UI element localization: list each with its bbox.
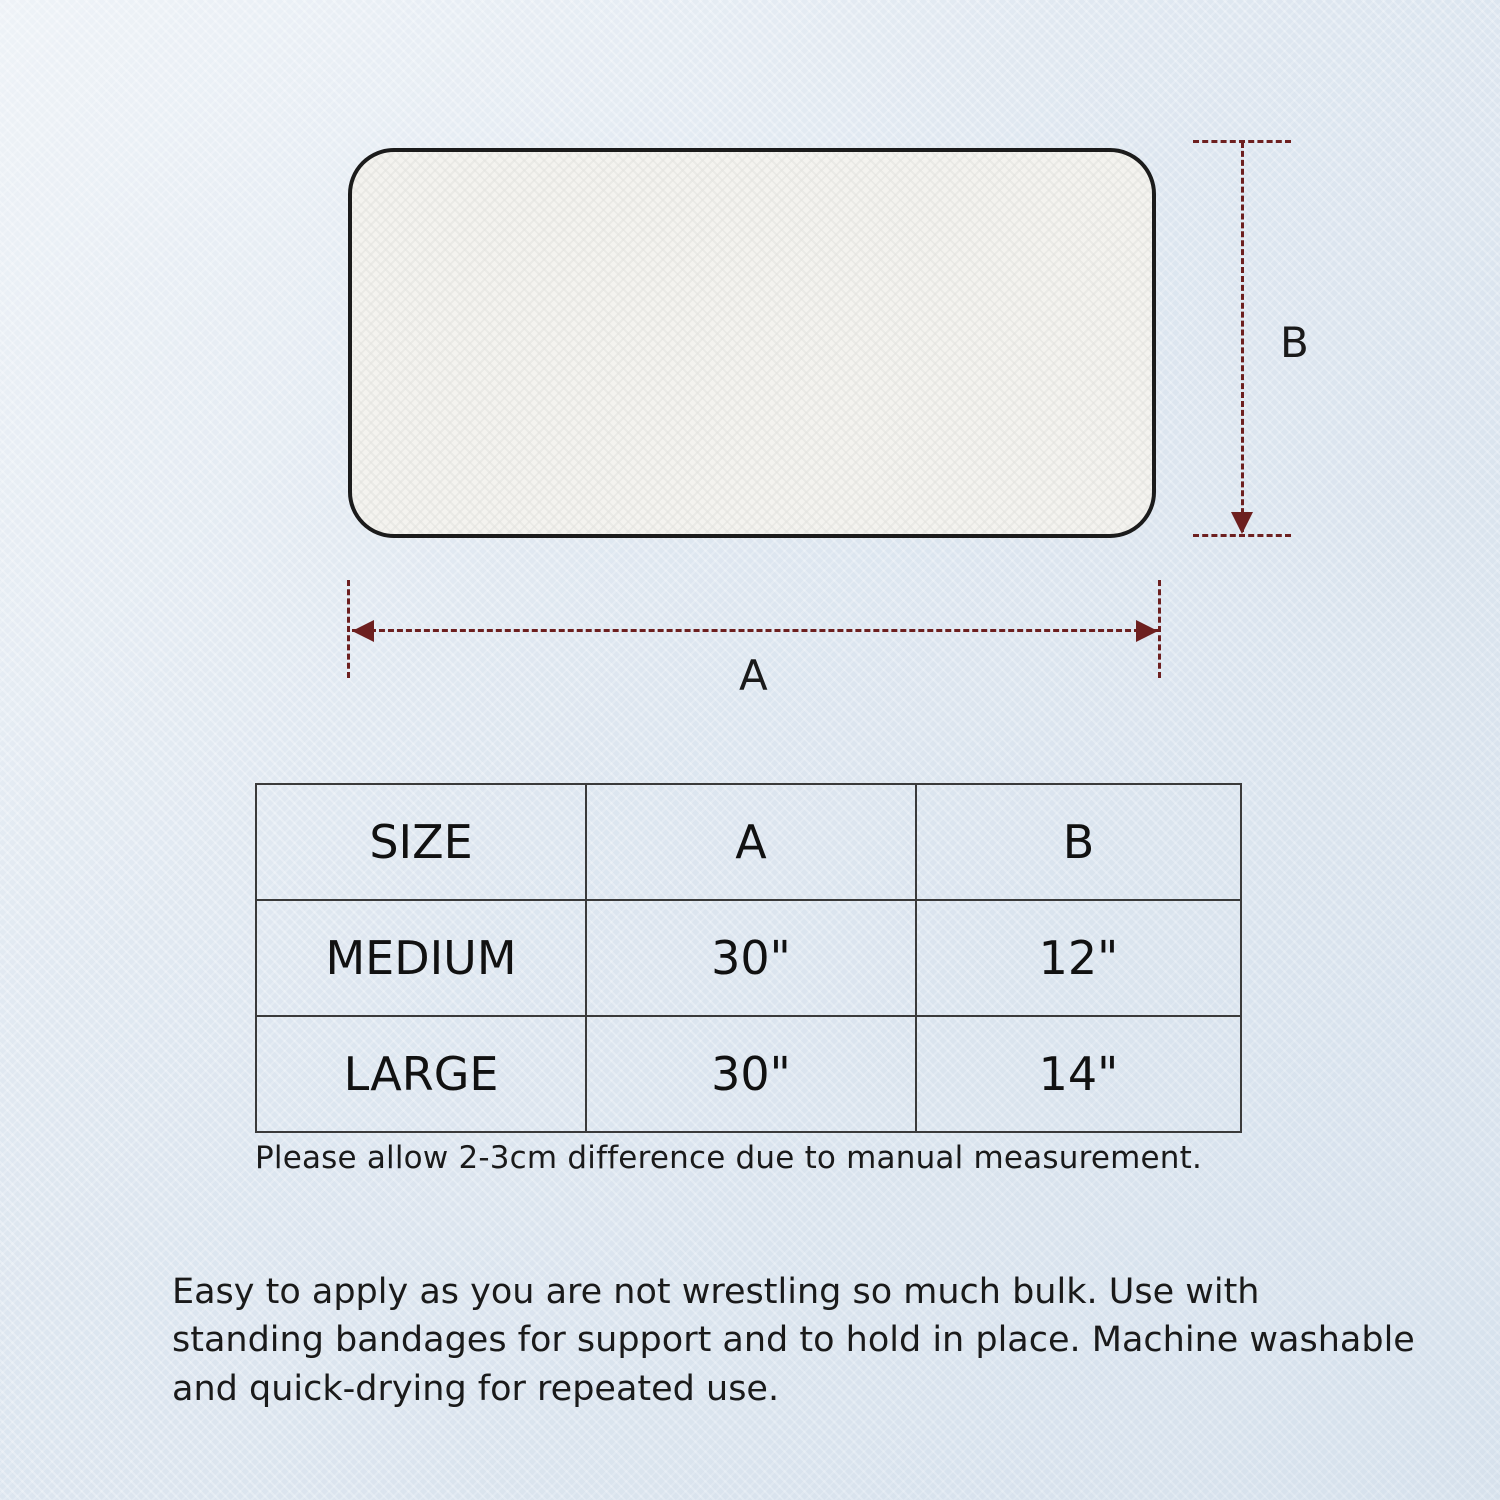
dimension-b-arrow-down [1231, 512, 1253, 534]
dimension-b-line [1241, 142, 1244, 532]
row-large-a: 30" [586, 1016, 916, 1132]
table-header-row [256, 784, 1241, 900]
measurement-note: Please allow 2-3cm difference due to manual measurement. [255, 1140, 1203, 1176]
dimension-a-arrow-right [1136, 620, 1158, 642]
row-large-size: LARGE [256, 1016, 586, 1132]
product-outline-shape [348, 148, 1156, 538]
row-medium-b: 12" [916, 900, 1241, 1016]
size-table [255, 783, 1242, 1133]
dimension-a-line [352, 629, 1158, 632]
header-a: A [586, 784, 916, 900]
dimension-a-arrow-left [352, 620, 374, 642]
dimension-a-left-extension [347, 580, 350, 678]
dimension-a-label: A [739, 651, 768, 700]
row-large-b: 14" [916, 1016, 1241, 1132]
header-b: B [916, 784, 1241, 900]
dimension-b-label: B [1280, 318, 1309, 367]
dimension-a-right-extension [1158, 580, 1161, 678]
table-row [256, 1016, 1241, 1132]
row-medium-a: 30" [586, 900, 916, 1016]
header-size: SIZE [256, 784, 586, 900]
product-description: Easy to apply as you are not wrestling so much bulk. Use with standing bandages for support and to hold in place. Machine washable and quick-drying for repeated use. [172, 1272, 1415, 1409]
row-medium-size: MEDIUM [256, 900, 586, 1016]
dimension-b-bottom-extension [1193, 534, 1291, 537]
table-row [256, 900, 1241, 1016]
